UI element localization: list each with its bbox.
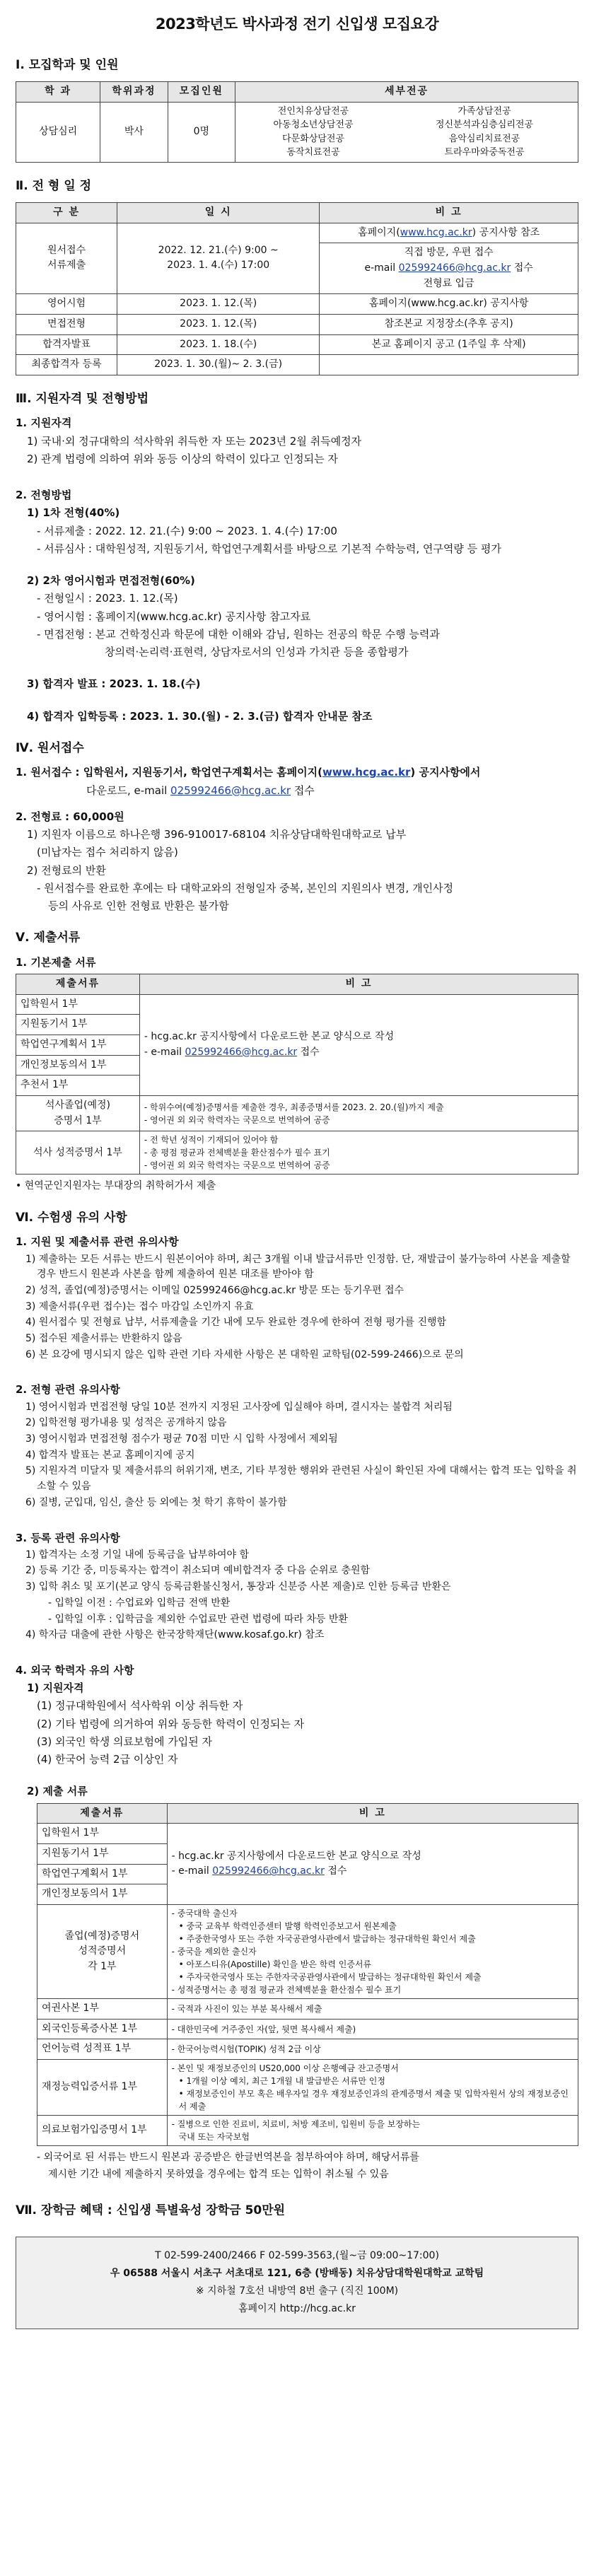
round1-item: - 서류심사 : 대학원성적, 지원동기서, 학업연구계획서를 바탕으로 기본적 수학능력, 연구역량 등 평가 xyxy=(37,542,501,555)
basic-docs-table xyxy=(16,974,578,1175)
contact-homepage[interactable]: 홈페이지 http://hcg.ac.kr xyxy=(238,2303,356,2315)
notice-item: 5) 지원자격 미달자 및 제출서류의 허위기재, 변조, 기타 부정한 행위와 관련된 사실이 확인된 자에 대해서는 합격 또는 입학을 취소할 수 있음 xyxy=(25,1465,577,1493)
application-line: 1. 원서접수 : 입학원서, 지원동기서, 학업연구계획서는 홈페이지(www.hcg.ac.kr) 공지사항에서 xyxy=(16,766,481,779)
col-majors: 세부전공 xyxy=(235,81,578,102)
homepage-link[interactable]: www.hcg.ac.kr xyxy=(400,226,472,238)
docs-note: - hcg.ac.kr 공지사항에서 다운로드한 본교 양식으로 작성 - e-mail 025992466@hcg.ac.kr 접수 xyxy=(167,1824,578,1905)
schedule-note: 홈페이지(www.hcg.ac.kr) 공지사항 xyxy=(320,294,578,315)
qualification-title: 1. 지원자격 xyxy=(16,416,72,430)
majors-left: 전인치유상담전공 아동청소년상담전공 다문화상담전공 동작치료전공 xyxy=(235,102,391,162)
result-announce: 3) 합격자 발표 : 2023. 1. 18.(수) xyxy=(27,677,201,691)
notice-item: 2) 성적, 졸업(예정)증명서는 이메일 025992466@hcg.ac.kr 방문 또는 등기우편 접수 xyxy=(25,1285,404,1297)
page-title: 2023학년도 박사과정 전기 신입생 모집요강 xyxy=(155,16,439,33)
registration-info: 4) 합격자 입학등록 : 2023. 1. 30.(월) - 2. 3.(금) 합격자 안내문 참조 xyxy=(27,709,373,723)
doc-note: - 대한민국에 거주중인 자(앞, 뒷면 복사해서 제출) xyxy=(167,2019,578,2039)
grad-doc-label: 졸업(예정)증명서 성적증명서 각 1부 xyxy=(37,1905,168,1999)
notice-item: 6) 질병, 군입대, 임신, 출산 등 외에는 첫 학기 휴학이 불가함 xyxy=(25,1496,287,1508)
doc-label: 추천서 1부 xyxy=(16,1076,140,1096)
foreign-qual-item: (4) 한국어 능력 2급 이상인 자 xyxy=(37,1753,178,1766)
method-title: 2. 전형방법 xyxy=(16,489,72,502)
section-7-heading: Ⅶ. 장학금 혜택 : 신입생 특별육성 장학금 50만원 xyxy=(16,2203,286,2217)
col-doc: 제출서류 xyxy=(37,1803,168,1824)
doc-label: 지원동기서 1부 xyxy=(16,1015,140,1035)
fee-item: - 원서접수를 완료한 후에는 타 대학교와의 전형일자 중복, 본인의 지원의사 변경, 개인사정 xyxy=(37,881,454,894)
notice-item: - 입학일 이전 : 수업료와 입학금 전액 반환 xyxy=(48,1597,231,1609)
dept-cell: 상담심리 xyxy=(16,102,100,162)
notice-item: 4) 합격자 발표는 본교 홈페이지에 공지 xyxy=(25,1449,195,1461)
qualification-item: 1) 국내·외 정규대학의 석사학위 취득한 자 또는 2023년 2월 취득예정자 xyxy=(27,434,362,448)
grad-doc-note: - 중국대학 출신자 • 중국 교육부 학력인증센터 발행 학력인증보고서 원본제출 • 주중한국영사 또는 주한 자국공관영사관에서 발급하는 정규대학원 확인서 제출 - 중국을 제외한 출신자 • 아포스티유(Apostille) 확인을 받은 학력 인증서류 • 주자국한국영사 또는 주한자국공관영사관에서 발급하는 정규대학원 확인서 제출 - 성적증명서는 총 평점 평균과 전체백분율 환산점수 필수 표기 xyxy=(167,1905,578,1999)
round2-item: 창의력·논리력·표현력, 상담자로서의 인성과 가치관 등을 종합평가 xyxy=(105,646,409,659)
majors-table xyxy=(16,81,578,163)
basic-docs-title: 1. 기본제출 서류 xyxy=(16,955,96,969)
foreign-qual-item: (2) 기타 법령에 의거하여 위와 동등한 학력이 인정되는 자 xyxy=(37,1717,305,1730)
notice-item: 4) 학자금 대출에 관한 사항은 한국장학재단(www.kosaf.go.kr) 참조 xyxy=(25,1629,325,1641)
section-6-heading: Ⅵ. 수험생 유의 사항 xyxy=(16,1211,127,1225)
fee-title: 2. 전형료 : 60,000원 xyxy=(16,810,124,823)
section-1-heading: Ⅰ. 모집학과 및 인원 xyxy=(16,57,119,72)
doc-label: 입학원서 1부 xyxy=(37,1824,168,1844)
doc-label: 의료보험가입증명서 1부 xyxy=(37,2116,168,2146)
doc-label: 지원동기서 1부 xyxy=(37,1844,168,1865)
doc-label: 개인정보동의서 1부 xyxy=(37,1884,168,1905)
foreign-docs-table xyxy=(37,1803,578,2147)
apply-note-a: 홈페이지(www.hcg.ac.kr) 공지사항 참조 xyxy=(320,223,578,243)
round1-item: - 서류제출 : 2022. 12. 21.(수) 9:00 ~ 2023. 1. 4.(수) 17:00 xyxy=(37,524,337,537)
doc-label: 입학원서 1부 xyxy=(16,994,140,1015)
grade-doc-note: - 전 학년 성적이 기재되어 있어야 함 - 총 평점 평균과 전체백분율 환산점수가 필수 표기 - 영어권 외 외국 학력자는 국문으로 번역하여 공증 xyxy=(139,1131,578,1175)
notice-item: - 입학일 이후 : 입학금을 제외한 수업료만 관련 법령에 따라 차등 반환 xyxy=(48,1613,348,1625)
notice-item: 2) 입학전형 평가내용 및 성적은 공개하지 않음 xyxy=(25,1417,227,1429)
grade-doc-label: 석사 성적증명서 1부 xyxy=(16,1131,140,1175)
fee-item: 1) 지원자 이름으로 하나은행 396-910017-68104 치유상담대학원대학교로 납부 xyxy=(27,828,407,841)
schedule-date: 2023. 1. 18.(수) xyxy=(117,334,320,355)
notice-item: 1) 제출하는 모든 서류는 반드시 원본이어야 하며, 최근 3개월 이내 발급서류만 인정함. 단, 재발급이 불가능하여 사본을 제출할 경우 반드시 원본과 사본을 함께 제출하여 원본 대조를 받아야 함 xyxy=(25,1253,571,1281)
notice-item: 1) 영어시험과 면접전형 당일 10분 전까지 지정된 고사장에 입실해야 하며, 결시자는 불합격 처리됨 xyxy=(25,1401,453,1413)
notice-4-title: 4. 외국 학력자 유의 사항 xyxy=(16,1663,134,1677)
notice-2-title: 2. 전형 관련 유의사항 xyxy=(16,1383,120,1397)
notice-item: 2) 등록 기간 중, 미등록자는 합격이 취소되며 예비합격자 중 다음 순위로 충원함 xyxy=(25,1565,371,1577)
contact-box xyxy=(16,2237,578,2329)
schedule-label: 영어시험 xyxy=(16,294,117,315)
foreign-docs-title: 2) 제출 서류 xyxy=(27,1785,88,1798)
schedule-label: 최종합격자 등록 xyxy=(16,355,117,375)
round1-title: 1) 1차 전형(40%) xyxy=(27,506,120,520)
section-3-heading: Ⅲ. 지원자격 및 전형방법 xyxy=(16,392,149,407)
foreign-footnote: 제시한 기간 내에 제출하지 못하였을 경우에는 합격 또는 입학이 취소될 수 있음 xyxy=(48,2168,389,2180)
notice-item: 5) 접수된 제출서류는 반환하지 않음 xyxy=(25,1333,182,1345)
count-cell: 0명 xyxy=(168,102,235,162)
contact-phone: T 02-599-2400/2466 F 02-599-3563,(월~금 09:00~17:00) xyxy=(155,2249,439,2261)
col-doc: 제출서류 xyxy=(16,974,140,994)
schedule-date: 2023. 1. 12.(목) xyxy=(117,294,320,315)
notice-item: 6) 본 요강에 명시되지 않은 입학 관련 기타 자세한 사항은 본 대학원 교학팀(02-599-2466)으로 문의 xyxy=(25,1348,464,1360)
col-category: 구 분 xyxy=(16,202,117,223)
military-footnote: • 현역군인지원자는 부대장의 취학허가서 제출 xyxy=(16,1180,216,1192)
notice-item: 3) 입학 취소 및 포기(본교 양식 등록금환불신청서, 통장과 신분증 사본 제출)로 인한 등록금 반환은 xyxy=(25,1581,451,1593)
col-note: 비 고 xyxy=(139,974,578,994)
round2-title: 2) 2차 영어시험과 면접전형(60%) xyxy=(27,574,195,588)
notice-1-title: 1. 지원 및 제출서류 관련 유의사항 xyxy=(16,1235,179,1249)
notice-3-title: 3. 등록 관련 유의사항 xyxy=(16,1531,120,1544)
application-line: 다운로드, e-mail 025992466@hcg.ac.kr 접수 xyxy=(86,783,315,797)
email-link[interactable]: 025992466@hcg.ac.kr xyxy=(170,783,291,797)
docs-note: - hcg.ac.kr 공지사항에서 다운로드한 본교 양식으로 작성 - e-mail 025992466@hcg.ac.kr 접수 xyxy=(139,994,578,1095)
schedule-date: 2023. 1. 12.(목) xyxy=(117,315,320,335)
doc-label: 개인정보동의서 1부 xyxy=(16,1055,140,1076)
round2-item: - 면접전형 : 본교 건학정신과 학문에 대한 이해와 감님, 원하는 전공의 학문 수행 능력과 xyxy=(37,627,440,641)
notice-item: 4) 원서접수 및 전형료 납부, 서류제출을 기간 내에 모두 완료한 경우에 한하여 전형 평가를 진행함 xyxy=(25,1317,447,1329)
doc-note: - 한국어능력시험(TOPIK) 성적 2급 이상 xyxy=(167,2039,578,2060)
email-link[interactable]: 025992466@hcg.ac.kr xyxy=(212,1865,325,1877)
schedule-note xyxy=(320,355,578,375)
foreign-qual-item: (3) 외국인 학생 의료보험에 가입된 자 xyxy=(37,1735,212,1748)
doc-note: - 국적과 사진이 있는 부분 복사해서 제출 xyxy=(167,1999,578,2020)
fee-item: 2) 전형료의 반환 xyxy=(27,863,106,877)
schedule-label: 합격자발표 xyxy=(16,334,117,355)
fee-item: (미납자는 접수 처리하지 않음) xyxy=(37,846,178,859)
col-count: 모집인원 xyxy=(168,81,235,102)
doc-label: 여권사본 1부 xyxy=(37,1999,168,2020)
section-5-heading: Ⅴ. 제출서류 xyxy=(16,931,81,945)
schedule-date: 2023. 1. 30.(월)~ 2. 3.(금) xyxy=(117,355,320,375)
col-degree: 학위과정 xyxy=(100,81,168,102)
degree-doc-note: - 학위수여(예정)증명서를 제출한 경우, 최종증명서를 2023. 2. 20.(월)까지 제출 - 영어권 외 외국 학력자는 국문으로 번역하여 공증 xyxy=(139,1096,578,1131)
apply-date: 2022. 12. 21.(수) 9:00 ~ 2023. 1. 4.(수) 17:00 xyxy=(117,223,320,294)
degree-cell: 박사 xyxy=(100,102,168,162)
round2-item: - 영어시험 : 홈페이지(www.hcg.ac.kr) 공지사항 참고자료 xyxy=(37,610,311,623)
notice-item: 3) 제출서류(우편 접수)는 접수 마감일 소인까지 유효 xyxy=(25,1300,254,1312)
notice-item: 3) 영어시험과 면접전형 점수가 평균 70점 미만 시 입학 사정에서 제외됨 xyxy=(25,1433,338,1445)
schedule-label: 면접전형 xyxy=(16,315,117,335)
contact-address: 우 06588 서울시 서초구 서초대로 121, 6층 (방배동) 치유상담대학원대학교 교학팀 xyxy=(110,2268,484,2280)
email-link[interactable]: 025992466@hcg.ac.kr xyxy=(398,262,511,274)
doc-label: 외국인등록증사본 1부 xyxy=(37,2019,168,2039)
doc-label: 언어능력 성적표 1부 xyxy=(37,2039,168,2060)
apply-note-b: 직접 방문, 우편 접수 e-mail 025992466@hcg.ac.kr 접수 전형료 입금 xyxy=(320,243,578,294)
homepage-link[interactable]: www.hcg.ac.kr xyxy=(322,766,411,779)
col-dept: 학 과 xyxy=(16,81,100,102)
col-note: 비 고 xyxy=(167,1803,578,1824)
col-datetime: 일 시 xyxy=(117,202,320,223)
section-4-heading: Ⅳ. 원서접수 xyxy=(16,740,84,755)
schedule-table xyxy=(16,202,578,375)
notice-item: 1) 합격자는 소정 기일 내에 등록금을 납부하여야 함 xyxy=(25,1549,249,1561)
doc-label: 재정능력입증서류 1부 xyxy=(37,2060,168,2116)
doc-label: 학업연구계획서 1부 xyxy=(37,1864,168,1884)
email-link[interactable]: 025992466@hcg.ac.kr xyxy=(185,1046,298,1058)
apply-label: 원서접수 서류제출 xyxy=(16,223,117,294)
qualification-item: 2) 관계 법령에 의하여 위와 동등 이상의 학력이 있다고 인정되는 자 xyxy=(27,452,338,465)
contact-subway: ※ 지하철 7호선 내방역 8번 출구 (직진 100M) xyxy=(195,2285,399,2297)
schedule-note: 본교 홈페이지 공고 (1주일 후 삭제) xyxy=(320,334,578,355)
insurance-note: - 질병으로 인한 진료비, 치료비, 처방 제조비, 입원비 등을 보장하는 국내 또는 자국보험 xyxy=(167,2116,578,2146)
schedule-note: 참조본교 지정장소(추후 공지) xyxy=(320,315,578,335)
foreign-qual-item: (1) 정규대학원에서 석사학위 이상 취득한 자 xyxy=(37,1699,243,1713)
finance-note: - 본인 및 재정보증인의 US20,000 이상 은행예금 잔고증명서 • 1개월 이상 예치, 최근 1개월 내 발급받은 서류만 인정 • 재정보증인이 부모 혹은 배우자일 경우 재정보증인과의 관계증명서 제출 및 입학자원서 상의 재정보증인서 제출 xyxy=(167,2060,578,2116)
foreign-footnote: - 외국어로 된 서류는 반드시 원본과 공증받은 한글번역본을 첨부하여야 하며, 해당서류를 xyxy=(37,2152,419,2164)
round2-item: - 전형일시 : 2023. 1. 12.(목) xyxy=(37,592,178,605)
degree-doc-label: 석사졸업(예정) 증명서 1부 xyxy=(16,1096,140,1131)
doc-label: 학업연구계획서 1부 xyxy=(16,1035,140,1055)
section-2-heading: Ⅱ. 전 형 일 정 xyxy=(16,178,92,193)
majors-right: 가족상담전공 정신분석과심층심리전공 음악심리치료전공 트라우마와중독전공 xyxy=(391,102,578,162)
foreign-qual-title: 1) 지원자격 xyxy=(27,1682,84,1695)
fee-item: 등의 사유로 인한 전형료 반환은 불가함 xyxy=(48,899,229,913)
col-note: 비 고 xyxy=(320,202,578,223)
